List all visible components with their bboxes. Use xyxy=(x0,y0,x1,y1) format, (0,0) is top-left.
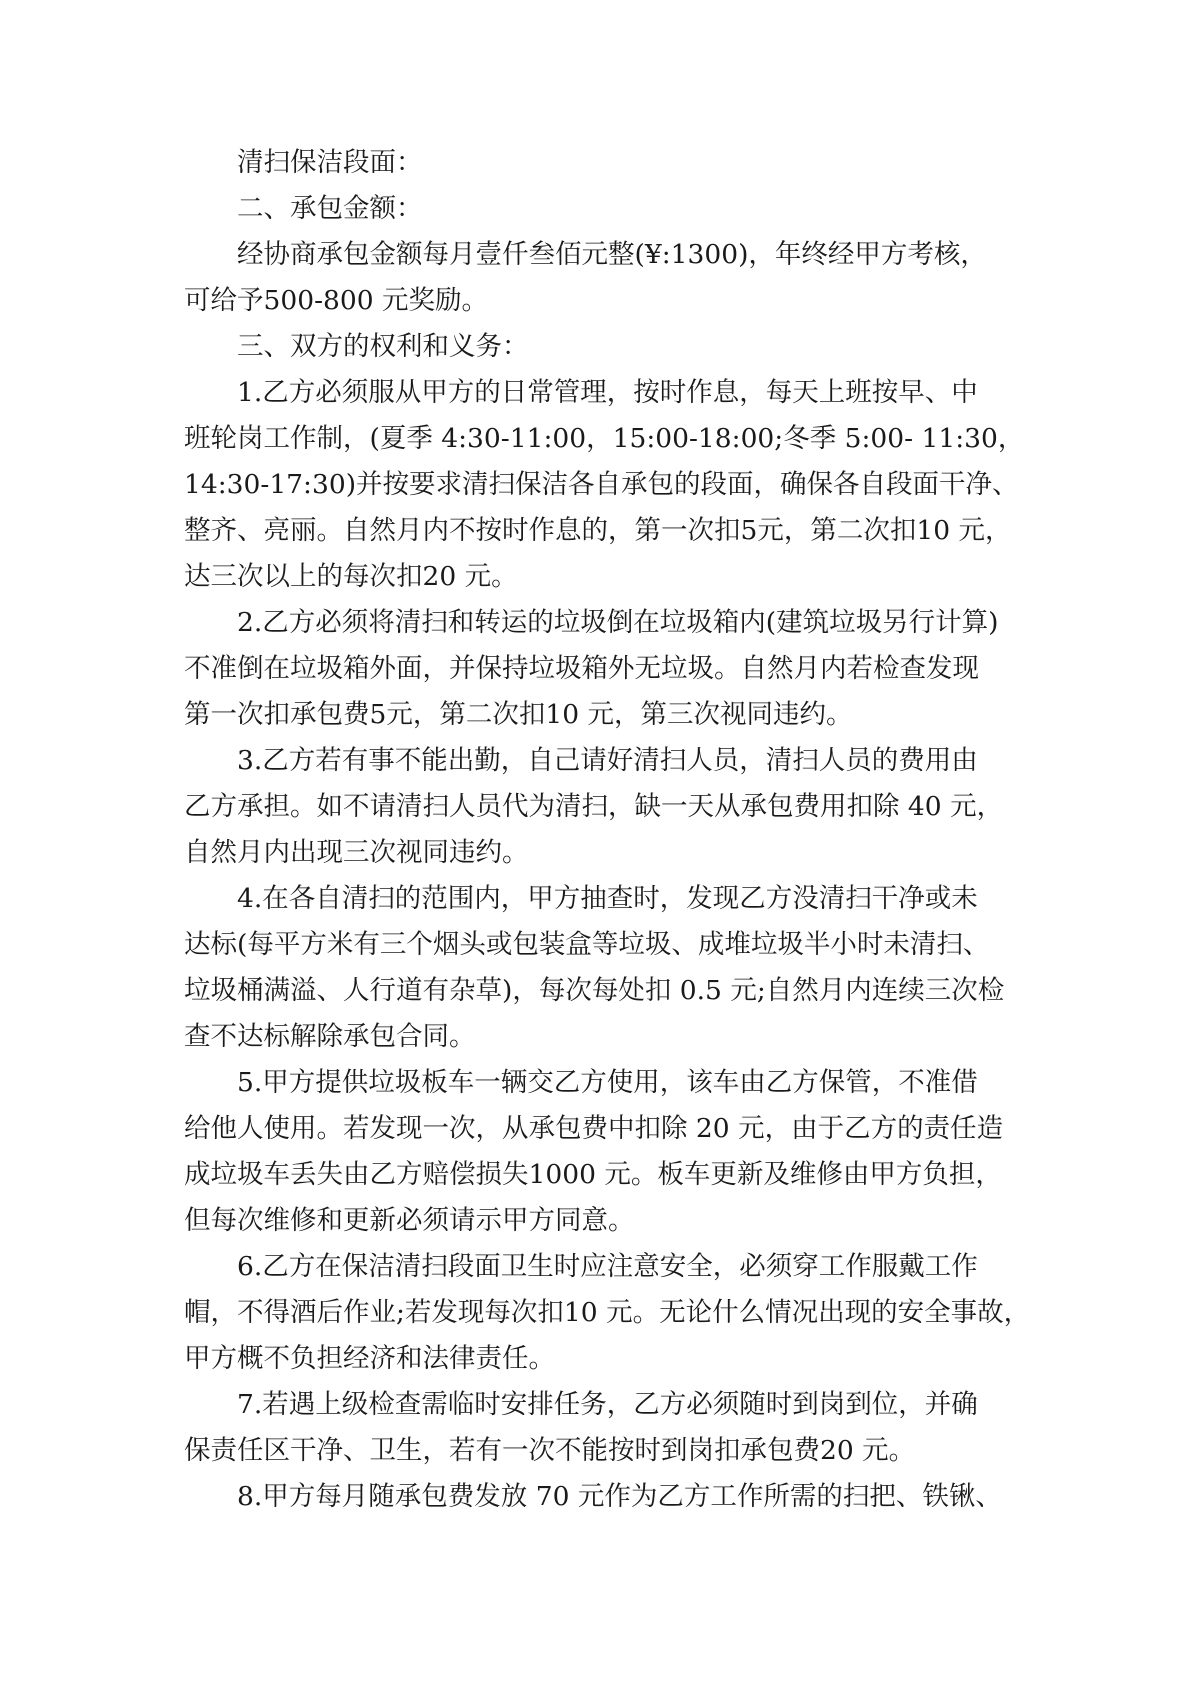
text-line: 帽，不得酒后作业;若发现每次扣10 元。无论什么情况出现的安全事故， xyxy=(184,1297,1031,1328)
text-line: 达三次以上的每次扣20 元。 xyxy=(184,561,518,592)
document-body xyxy=(184,140,1031,1520)
paragraph-clause-3 xyxy=(184,738,1004,876)
paragraph-heading-rights-duties xyxy=(184,324,1004,370)
paragraph-clause-4 xyxy=(184,876,1004,1060)
text-line: 不准倒在垃圾箱外面，并保持垃圾箱外无垃圾。自然月内若检查发现 xyxy=(184,653,979,684)
text-line: 14:30-17:30)并按要求清扫保洁各自承包的段面，确保各自段面干净、 xyxy=(184,469,1019,500)
paragraph-clause-8 xyxy=(184,1474,1004,1520)
text-line: 保责任区干净、卫生，若有一次不能按时到岗扣承包费20 元。 xyxy=(184,1435,916,1466)
text-line: 可给予500-800 元奖励。 xyxy=(184,285,489,316)
text-line: 成垃圾车丢失由乙方赔偿损失1000 元。板车更新及维修由甲方负担， xyxy=(184,1159,1002,1190)
paragraph-clause-5 xyxy=(184,1060,1004,1244)
paragraph-clause-1 xyxy=(184,370,1025,600)
text-line: 6.乙方在保洁清扫段面卫生时应注意安全，必须穿工作服戴工作 xyxy=(237,1251,978,1282)
text-line: 乙方承担。如不请清扫人员代为清扫，缺一天从承包费用扣除 40 元， xyxy=(184,791,1004,822)
text-line: 三、双方的权利和义务： xyxy=(237,331,529,362)
text-line: 2.乙方必须将清扫和转运的垃圾倒在垃圾箱内(建筑垃圾另行计算) xyxy=(237,607,999,638)
text-line: 甲方概不负担经济和法律责任。 xyxy=(184,1343,555,1374)
text-line: 5.甲方提供垃圾板车一辆交乙方使用，该车由乙方保管，不准借 xyxy=(237,1067,978,1098)
text-line: 第一次扣承包费5元，第二次扣10 元，第三次视同违约。 xyxy=(184,699,853,730)
text-line: 清扫保洁段面： xyxy=(237,147,423,178)
text-line: 经协商承包金额每月壹仟叁佰元整(¥:1300)，年终经甲方考核， xyxy=(237,239,987,270)
text-line: 班轮岗工作制，(夏季 4:30-11:00，15:00-18:00;冬季 5:00- 11:30， xyxy=(184,423,1025,454)
text-line: 8.甲方每月随承包费发放 70 元作为乙方工作所需的扫把、铁锹、 xyxy=(237,1481,1002,1512)
text-line: 1.乙方必须服从甲方的日常管理，按时作息，每天上班按早、中 xyxy=(237,377,978,408)
paragraph-heading-contract-amount xyxy=(184,186,1004,232)
paragraph-contract-amount-body xyxy=(184,232,1004,324)
paragraph-section-cleaning-area xyxy=(184,140,1004,186)
text-line: 整齐、亮丽。自然月内不按时作息的，第一次扣5元，第二次扣10 元， xyxy=(184,515,1012,546)
paragraph-clause-6 xyxy=(184,1244,1031,1382)
text-line: 但每次维修和更新必须请示甲方同意。 xyxy=(184,1205,635,1236)
text-line: 二、承包金额： xyxy=(237,193,423,224)
text-line: 查不达标解除承包合同。 xyxy=(184,1021,476,1052)
text-line: 3.乙方若有事不能出勤，自己请好清扫人员，清扫人员的费用由 xyxy=(237,745,978,776)
text-line: 7.若遇上级检查需临时安排任务，乙方必须随时到岗到位，并确 xyxy=(237,1389,978,1420)
text-line: 自然月内出现三次视同违约。 xyxy=(184,837,529,868)
text-line: 4.在各自清扫的范围内，甲方抽查时，发现乙方没清扫干净或未 xyxy=(237,883,978,914)
text-line: 垃圾桶满溢、人行道有杂草)，每次每处扣 0.5 元;自然月内连续三次检 xyxy=(184,975,1005,1006)
text-line: 给他人使用。若发现一次，从承包费中扣除 20 元，由于乙方的责任造 xyxy=(184,1113,1004,1144)
paragraph-clause-2 xyxy=(184,600,1004,738)
paragraph-clause-7 xyxy=(184,1382,1004,1474)
text-line: 达标(每平方米有三个烟头或包装盒等垃圾、成堆垃圾半小时未清扫、 xyxy=(184,929,990,960)
